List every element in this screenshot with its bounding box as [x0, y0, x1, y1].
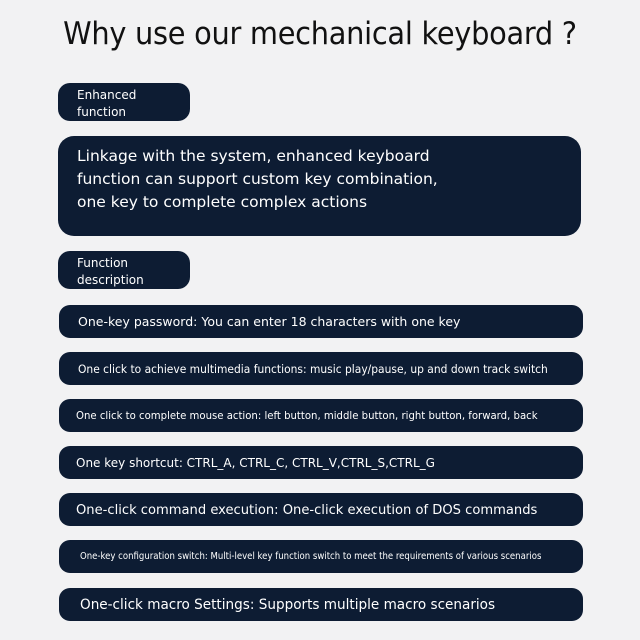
feature-text: One-key configuration switch: Multi-level key function switch to meet the requirements of various scenarios — [80, 551, 542, 562]
description-line1: Linkage with the system, enhanced keyboard — [77, 147, 430, 165]
feature-row-macro — [59, 588, 583, 621]
feature-text: One key shortcut: CTRL_A, CTRL_C, CTRL_V,CTRL_S,CTRL_G — [76, 455, 435, 470]
feature-row-multimedia — [59, 352, 583, 385]
tag-label-line1: Enhanced — [77, 88, 137, 102]
description-line2: function can support custom key combination, — [77, 170, 438, 188]
tag-label-line2: description — [77, 273, 144, 287]
feature-text: One-click command execution: One-click execution of DOS commands — [76, 501, 538, 518]
feature-row-configuration — [59, 540, 583, 573]
tag-label-line1: Function — [77, 256, 129, 270]
enhanced-function-description — [58, 136, 581, 236]
page-title: Why use our mechanical keyboard ? — [63, 16, 577, 52]
feature-text: One-click macro Settings: Supports multiple macro scenarios — [80, 596, 496, 613]
feature-row-command — [59, 493, 583, 526]
feature-row-shortcut — [59, 446, 583, 479]
function-description-tag — [58, 251, 190, 289]
feature-row-password — [59, 305, 583, 338]
feature-text: One click to achieve multimedia functions: music play/pause, up and down track switch — [78, 361, 548, 376]
tag-label-line2: function — [77, 105, 127, 119]
enhanced-function-tag — [58, 83, 190, 121]
description-line3: one key to complete complex actions — [77, 193, 368, 211]
feature-row-mouse — [59, 399, 583, 432]
feature-text: One click to complete mouse action: left button, middle button, right button, forward, back — [76, 409, 538, 422]
feature-text: One-key password: You can enter 18 characters with one key — [78, 314, 461, 329]
